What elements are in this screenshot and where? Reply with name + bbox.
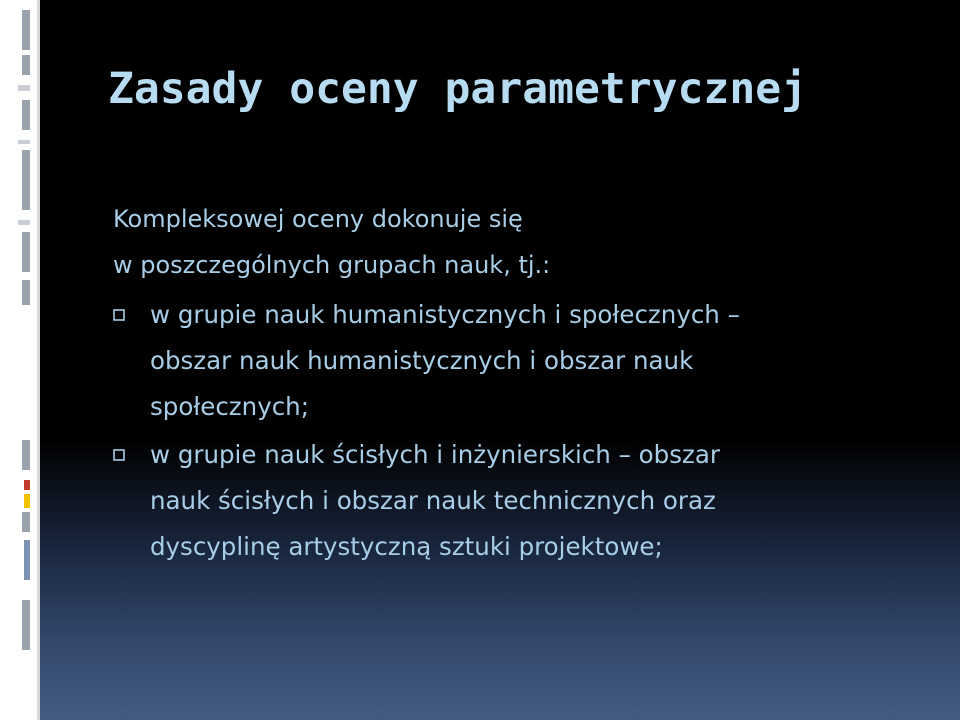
decor-bar	[24, 494, 30, 508]
bullet-item-humanities	[150, 292, 910, 430]
slide-title: Zasady oceny parametrycznej	[108, 64, 807, 114]
left-strip-edge	[37, 0, 40, 720]
intro-line: w poszczególnych grupach nauk, tj.:	[113, 251, 551, 279]
bullet-line: nauk ścisłych i obszar nauk technicznych oraz	[150, 486, 716, 515]
bullet-list	[150, 292, 910, 572]
left-decorative-strip	[0, 0, 40, 720]
intro-text	[113, 196, 913, 288]
decor-bar	[22, 100, 30, 130]
decor-bar	[22, 512, 30, 532]
decor-bar	[24, 540, 30, 580]
decor-bar	[22, 150, 30, 210]
bullet-line: dyscyplinę artystyczną sztuki projektowe;	[150, 532, 663, 561]
decor-bar	[18, 85, 30, 91]
decor-bar	[22, 55, 30, 75]
bullet-line: obszar nauk humanistycznych i obszar nauk	[150, 346, 694, 375]
decor-bar	[24, 480, 30, 490]
square-bullet-icon	[113, 309, 125, 321]
square-bullet-icon	[113, 449, 125, 461]
bullet-line: w grupie nauk humanistycznych i społecznych –	[150, 300, 740, 329]
decor-bar	[22, 600, 30, 650]
bullet-line: w grupie nauk ścisłych i inżynierskich – obszar	[150, 440, 720, 469]
bullet-line: społecznych;	[150, 392, 309, 421]
decor-bar	[22, 232, 30, 272]
bullet-item-sciences	[150, 432, 910, 570]
decor-bar	[18, 220, 30, 225]
decor-bar	[18, 140, 30, 144]
decor-bar	[22, 280, 30, 305]
decor-bar	[22, 10, 30, 50]
intro-line: Kompleksowej oceny dokonuje się	[113, 205, 523, 233]
decor-bar	[22, 440, 30, 470]
